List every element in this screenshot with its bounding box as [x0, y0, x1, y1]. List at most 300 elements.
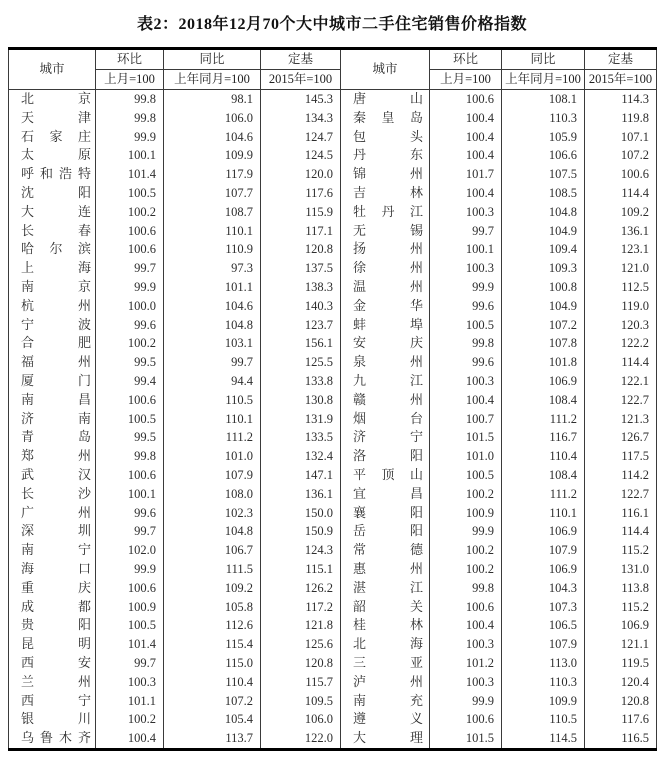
city-name: 北海 — [353, 636, 423, 652]
yoy-value-cell: 101.0 — [164, 447, 261, 466]
mom-value-cell: 99.7 — [96, 654, 164, 673]
table-row — [9, 579, 657, 598]
yoy-value-cell: 110.4 — [164, 673, 261, 692]
city-name: 济南 — [21, 410, 91, 426]
yoy-value-cell: 98.1 — [164, 90, 261, 109]
yoy-value-cell: 107.2 — [502, 316, 585, 335]
table-row — [9, 184, 657, 203]
base-value-cell: 120.8 — [261, 654, 341, 673]
base-value-cell: 119.0 — [585, 297, 657, 316]
city-cell — [9, 146, 96, 165]
mom-value-cell: 100.2 — [96, 710, 164, 729]
yoy-value-cell: 106.5 — [502, 616, 585, 635]
mom-value-cell: 100.4 — [430, 128, 502, 147]
city-cell — [9, 165, 96, 184]
yoy-value-cell: 110.9 — [164, 240, 261, 259]
base-value-cell: 150.0 — [261, 504, 341, 523]
base-value-cell: 120.0 — [261, 165, 341, 184]
yoy-value-cell: 111.2 — [164, 428, 261, 447]
base-value-cell: 131.9 — [261, 410, 341, 429]
city-name: 昆明 — [21, 636, 91, 652]
city-name: 宁波 — [21, 316, 91, 332]
city-cell — [341, 90, 430, 109]
table-row — [9, 297, 657, 316]
mom-value-cell: 100.5 — [96, 616, 164, 635]
base-value-cell: 122.1 — [585, 372, 657, 391]
base-value-cell: 130.8 — [261, 391, 341, 410]
mom-value-cell: 100.3 — [430, 259, 502, 278]
mom-value-cell: 100.6 — [96, 579, 164, 598]
yoy-value-cell: 101.1 — [164, 278, 261, 297]
yoy-value-cell: 115.0 — [164, 654, 261, 673]
yoy-value-cell: 104.8 — [164, 316, 261, 335]
city-name: 烟台 — [353, 410, 423, 426]
city-cell — [9, 240, 96, 259]
city-cell — [9, 316, 96, 335]
base-value-cell: 137.5 — [261, 259, 341, 278]
header-row-sub — [9, 70, 657, 90]
city-name: 石家庄 — [21, 128, 91, 144]
base-value-cell: 120.4 — [585, 673, 657, 692]
header-base-right: 定基 — [585, 49, 657, 70]
yoy-value-cell: 107.9 — [502, 635, 585, 654]
base-value-cell: 107.1 — [585, 128, 657, 147]
header-base-left: 定基 — [261, 49, 341, 70]
table-row — [9, 410, 657, 429]
yoy-value-cell: 101.8 — [502, 353, 585, 372]
mom-value-cell: 99.7 — [430, 222, 502, 241]
mom-value-cell: 100.6 — [430, 598, 502, 617]
table-body — [9, 90, 657, 750]
city-cell — [341, 635, 430, 654]
yoy-value-cell: 109.3 — [502, 259, 585, 278]
table-row — [9, 203, 657, 222]
yoy-value-cell: 108.0 — [164, 485, 261, 504]
base-value-cell: 156.1 — [261, 334, 341, 353]
city-name: 蚌埠 — [353, 316, 423, 332]
city-cell — [9, 729, 96, 749]
table-row — [9, 673, 657, 692]
city-cell — [341, 203, 430, 222]
base-value-cell: 109.2 — [585, 203, 657, 222]
mom-value-cell: 101.5 — [430, 729, 502, 749]
city-cell — [9, 579, 96, 598]
city-name: 南京 — [21, 278, 91, 294]
yoy-value-cell: 106.7 — [164, 541, 261, 560]
table-header — [9, 49, 657, 90]
header-mom-left: 环比 — [96, 49, 164, 70]
city-name: 温州 — [353, 278, 423, 294]
mom-value-cell: 100.1 — [96, 146, 164, 165]
yoy-value-cell: 107.2 — [164, 692, 261, 711]
mom-value-cell: 99.9 — [430, 522, 502, 541]
city-name: 南充 — [353, 692, 423, 708]
table-row — [9, 109, 657, 128]
city-cell — [9, 447, 96, 466]
base-value-cell: 116.5 — [585, 729, 657, 749]
subheader-base-right: 2015年=100 — [585, 70, 657, 90]
mom-value-cell: 99.7 — [96, 522, 164, 541]
yoy-value-cell: 107.9 — [502, 541, 585, 560]
yoy-value-cell: 108.4 — [502, 466, 585, 485]
mom-value-cell: 99.5 — [96, 428, 164, 447]
table-row — [9, 259, 657, 278]
table-row — [9, 654, 657, 673]
city-name: 大理 — [353, 730, 423, 746]
base-value-cell: 115.2 — [585, 541, 657, 560]
city-cell — [341, 560, 430, 579]
city-cell — [341, 109, 430, 128]
city-cell — [9, 410, 96, 429]
city-cell — [341, 485, 430, 504]
yoy-value-cell: 109.2 — [164, 579, 261, 598]
base-value-cell: 117.2 — [261, 598, 341, 617]
yoy-value-cell: 110.3 — [502, 109, 585, 128]
yoy-value-cell: 108.7 — [164, 203, 261, 222]
mom-value-cell: 99.9 — [96, 278, 164, 297]
yoy-value-cell: 97.3 — [164, 259, 261, 278]
city-name: 长春 — [21, 222, 91, 238]
city-cell — [341, 428, 430, 447]
yoy-value-cell: 110.1 — [164, 222, 261, 241]
yoy-value-cell: 99.7 — [164, 353, 261, 372]
yoy-value-cell: 109.9 — [164, 146, 261, 165]
yoy-value-cell: 107.9 — [164, 466, 261, 485]
mom-value-cell: 101.7 — [430, 165, 502, 184]
mom-value-cell: 100.9 — [430, 504, 502, 523]
mom-value-cell: 99.5 — [96, 353, 164, 372]
subheader-mom-left: 上月=100 — [96, 70, 164, 90]
mom-value-cell: 99.8 — [430, 334, 502, 353]
city-name: 杭州 — [21, 297, 91, 313]
table-row — [9, 522, 657, 541]
mom-value-cell: 99.6 — [430, 297, 502, 316]
mom-value-cell: 101.4 — [96, 635, 164, 654]
base-value-cell: 112.5 — [585, 278, 657, 297]
city-name: 天津 — [21, 109, 91, 125]
mom-value-cell: 99.6 — [430, 353, 502, 372]
city-name: 三亚 — [353, 654, 423, 670]
city-cell — [341, 598, 430, 617]
yoy-value-cell: 105.9 — [502, 128, 585, 147]
base-value-cell: 124.5 — [261, 146, 341, 165]
base-value-cell: 115.9 — [261, 203, 341, 222]
base-value-cell: 145.3 — [261, 90, 341, 109]
city-name: 成都 — [21, 598, 91, 614]
city-cell — [341, 334, 430, 353]
yoy-value-cell: 117.9 — [164, 165, 261, 184]
city-cell — [341, 353, 430, 372]
yoy-value-cell: 111.5 — [164, 560, 261, 579]
yoy-value-cell: 115.4 — [164, 635, 261, 654]
header-row-main — [9, 49, 657, 70]
yoy-value-cell: 107.7 — [164, 184, 261, 203]
mom-value-cell: 100.2 — [96, 334, 164, 353]
city-cell — [341, 654, 430, 673]
city-name: 安庆 — [353, 335, 423, 351]
city-name: 洛阳 — [353, 448, 423, 464]
mom-value-cell: 99.9 — [96, 560, 164, 579]
mom-value-cell: 100.4 — [430, 391, 502, 410]
city-cell — [9, 654, 96, 673]
city-cell — [341, 466, 430, 485]
yoy-value-cell: 107.8 — [502, 334, 585, 353]
base-value-cell: 117.5 — [585, 447, 657, 466]
city-name: 厦门 — [21, 372, 91, 388]
base-value-cell: 117.6 — [585, 710, 657, 729]
yoy-value-cell: 112.6 — [164, 616, 261, 635]
yoy-value-cell: 113.7 — [164, 729, 261, 749]
mom-value-cell: 101.0 — [430, 447, 502, 466]
city-cell — [341, 729, 430, 749]
city-cell — [341, 165, 430, 184]
city-name: 西安 — [21, 654, 91, 670]
city-name: 韶关 — [353, 598, 423, 614]
city-cell — [341, 541, 430, 560]
mom-value-cell: 100.3 — [430, 372, 502, 391]
city-cell — [9, 522, 96, 541]
base-value-cell: 133.5 — [261, 428, 341, 447]
mom-value-cell: 101.2 — [430, 654, 502, 673]
mom-value-cell: 100.4 — [96, 729, 164, 749]
table-row — [9, 485, 657, 504]
city-cell — [9, 109, 96, 128]
subheader-yoy-right: 上年同月=100 — [502, 70, 585, 90]
city-cell — [9, 353, 96, 372]
city-cell — [341, 522, 430, 541]
city-cell — [9, 560, 96, 579]
mom-value-cell: 99.8 — [96, 109, 164, 128]
base-value-cell: 115.1 — [261, 560, 341, 579]
city-name: 哈尔滨 — [21, 241, 91, 257]
base-value-cell: 136.1 — [585, 222, 657, 241]
city-name: 金华 — [353, 297, 423, 313]
table-row — [9, 90, 657, 109]
yoy-value-cell: 104.8 — [502, 203, 585, 222]
table-row — [9, 692, 657, 711]
base-value-cell: 124.7 — [261, 128, 341, 147]
city-cell — [341, 184, 430, 203]
table-row — [9, 222, 657, 241]
subheader-yoy-left: 上年同月=100 — [164, 70, 261, 90]
base-value-cell: 138.3 — [261, 278, 341, 297]
mom-value-cell: 99.9 — [430, 692, 502, 711]
yoy-value-cell: 110.4 — [502, 447, 585, 466]
table-row — [9, 466, 657, 485]
yoy-value-cell: 105.8 — [164, 598, 261, 617]
mom-value-cell: 100.5 — [96, 410, 164, 429]
yoy-value-cell: 104.9 — [502, 297, 585, 316]
city-cell — [341, 240, 430, 259]
table-row — [9, 504, 657, 523]
city-name: 丹东 — [353, 147, 423, 163]
city-cell — [9, 692, 96, 711]
yoy-value-cell: 106.0 — [164, 109, 261, 128]
yoy-value-cell: 106.9 — [502, 372, 585, 391]
city-name: 锦州 — [353, 166, 423, 182]
yoy-value-cell: 107.5 — [502, 165, 585, 184]
table-row — [9, 240, 657, 259]
city-cell — [341, 673, 430, 692]
city-name: 宜昌 — [353, 485, 423, 501]
city-name: 海口 — [21, 560, 91, 576]
city-cell — [9, 278, 96, 297]
mom-value-cell: 100.5 — [430, 466, 502, 485]
mom-value-cell: 100.6 — [96, 222, 164, 241]
yoy-value-cell: 110.1 — [164, 410, 261, 429]
table-row — [9, 560, 657, 579]
city-name: 扬州 — [353, 241, 423, 257]
city-name: 湛江 — [353, 579, 423, 595]
base-value-cell: 120.8 — [585, 692, 657, 711]
base-value-cell: 120.3 — [585, 316, 657, 335]
city-name: 北京 — [21, 91, 91, 106]
mom-value-cell: 100.6 — [430, 710, 502, 729]
base-value-cell: 116.1 — [585, 504, 657, 523]
mom-value-cell: 99.9 — [430, 278, 502, 297]
city-name: 吉林 — [353, 184, 423, 200]
mom-value-cell: 99.8 — [430, 579, 502, 598]
mom-value-cell: 100.6 — [96, 240, 164, 259]
city-cell — [341, 692, 430, 711]
yoy-value-cell: 104.8 — [164, 522, 261, 541]
yoy-value-cell: 111.2 — [502, 410, 585, 429]
city-cell — [9, 485, 96, 504]
base-value-cell: 106.0 — [261, 710, 341, 729]
city-cell — [341, 410, 430, 429]
yoy-value-cell: 104.6 — [164, 128, 261, 147]
city-name: 合肥 — [21, 335, 91, 351]
table-row — [9, 710, 657, 729]
base-value-cell: 122.0 — [261, 729, 341, 749]
yoy-value-cell: 108.4 — [502, 391, 585, 410]
city-cell — [9, 428, 96, 447]
city-cell — [9, 504, 96, 523]
city-cell — [341, 259, 430, 278]
city-name: 九江 — [353, 372, 423, 388]
city-name: 济宁 — [353, 429, 423, 445]
city-name: 泸州 — [353, 673, 423, 689]
yoy-value-cell: 114.5 — [502, 729, 585, 749]
mom-value-cell: 100.4 — [430, 146, 502, 165]
city-name: 兰州 — [21, 673, 91, 689]
mom-value-cell: 100.3 — [430, 635, 502, 654]
table-row — [9, 316, 657, 335]
yoy-value-cell: 108.5 — [502, 184, 585, 203]
base-value-cell: 115.2 — [585, 598, 657, 617]
yoy-value-cell: 110.3 — [502, 673, 585, 692]
city-name: 呼和浩特 — [21, 166, 91, 182]
base-value-cell: 119.5 — [585, 654, 657, 673]
city-name: 南昌 — [21, 391, 91, 407]
table-row — [9, 278, 657, 297]
yoy-value-cell: 106.9 — [502, 560, 585, 579]
city-cell — [341, 616, 430, 635]
mom-value-cell: 100.7 — [430, 410, 502, 429]
mom-value-cell: 100.5 — [430, 316, 502, 335]
city-cell — [9, 616, 96, 635]
table-row — [9, 541, 657, 560]
base-value-cell: 114.4 — [585, 353, 657, 372]
yoy-value-cell: 104.3 — [502, 579, 585, 598]
city-name: 常德 — [353, 542, 423, 558]
city-cell — [341, 297, 430, 316]
mom-value-cell: 99.7 — [96, 259, 164, 278]
city-cell — [9, 128, 96, 147]
base-value-cell: 100.6 — [585, 165, 657, 184]
base-value-cell: 124.3 — [261, 541, 341, 560]
base-value-cell: 119.8 — [585, 109, 657, 128]
city-name: 长沙 — [21, 485, 91, 501]
mom-value-cell: 100.4 — [430, 184, 502, 203]
city-cell — [341, 504, 430, 523]
table-row — [9, 128, 657, 147]
city-name: 岳阳 — [353, 523, 423, 539]
header-city-left: 城市 — [9, 49, 96, 90]
mom-value-cell: 100.3 — [96, 673, 164, 692]
mom-value-cell: 99.9 — [96, 128, 164, 147]
city-name: 沈阳 — [21, 184, 91, 200]
mom-value-cell: 100.4 — [430, 109, 502, 128]
city-name: 包头 — [353, 128, 423, 144]
city-name: 遵义 — [353, 711, 423, 727]
city-cell — [9, 203, 96, 222]
base-value-cell: 132.4 — [261, 447, 341, 466]
base-value-cell: 123.1 — [585, 240, 657, 259]
table-row — [9, 428, 657, 447]
city-name: 秦皇岛 — [353, 109, 423, 125]
city-cell — [341, 128, 430, 147]
base-value-cell: 140.3 — [261, 297, 341, 316]
mom-value-cell: 100.6 — [96, 466, 164, 485]
mom-value-cell: 99.8 — [96, 447, 164, 466]
city-cell — [9, 635, 96, 654]
mom-value-cell: 101.1 — [96, 692, 164, 711]
table-row — [9, 635, 657, 654]
yoy-value-cell: 110.1 — [502, 504, 585, 523]
mom-value-cell: 100.6 — [96, 391, 164, 410]
mom-value-cell: 100.2 — [96, 203, 164, 222]
city-name: 太原 — [21, 147, 91, 163]
mom-value-cell: 100.2 — [430, 485, 502, 504]
base-value-cell: 115.7 — [261, 673, 341, 692]
base-value-cell: 117.6 — [261, 184, 341, 203]
yoy-value-cell: 107.3 — [502, 598, 585, 617]
base-value-cell: 122.7 — [585, 391, 657, 410]
city-cell — [9, 673, 96, 692]
page-title: 表2：2018年12月70个大中城市二手住宅销售价格指数 — [136, 16, 527, 33]
mom-value-cell: 100.2 — [430, 541, 502, 560]
city-name: 无锡 — [353, 222, 423, 238]
mom-value-cell: 100.0 — [96, 297, 164, 316]
city-name: 赣州 — [353, 391, 423, 407]
table-row — [9, 372, 657, 391]
yoy-value-cell: 109.9 — [502, 692, 585, 711]
city-name: 唐山 — [353, 91, 423, 106]
base-value-cell: 125.6 — [261, 635, 341, 654]
yoy-value-cell: 106.9 — [502, 522, 585, 541]
header-yoy-left: 同比 — [164, 49, 261, 70]
subheader-mom-right: 上月=100 — [430, 70, 502, 90]
base-value-cell: 114.3 — [585, 90, 657, 109]
yoy-value-cell: 105.4 — [164, 710, 261, 729]
base-value-cell: 126.7 — [585, 428, 657, 447]
city-cell — [341, 447, 430, 466]
base-value-cell: 107.2 — [585, 146, 657, 165]
yoy-value-cell: 110.5 — [164, 391, 261, 410]
city-cell — [9, 259, 96, 278]
yoy-value-cell: 106.6 — [502, 146, 585, 165]
